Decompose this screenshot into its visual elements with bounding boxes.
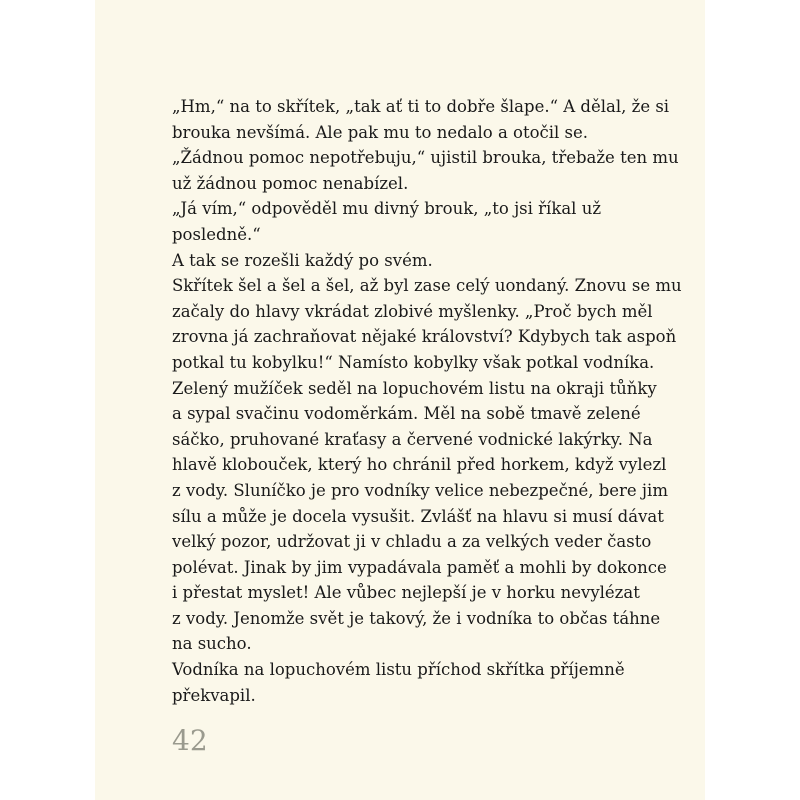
text-line: na sucho. [172,634,252,654]
text-line: polévat. Jinak by jim vypadávala paměť a mohli by dokonce [172,557,667,577]
text-line: Zelený mužíček seděl na lopuchovém listu na okraji tůňky [172,378,657,398]
page-number: 42 [172,724,208,757]
text-line: „Hm,“ na to skřítek, „tak ať ti to dobře šlape.“ A dělal, že si [172,97,670,116]
text-line: „Já vím,“ odpověděl mu divný brouk, „to jsi říkal už [172,199,602,219]
text-line: a sypal svačinu vodoměrkám. Měl na sobě tmavě zelené [172,404,641,424]
text-line: z vody. Jenomže svět je takový, že i vodníka to občas táhne [172,608,661,628]
text-line: Skřítek šel a šel a šel, až byl zase celý uondaný. Znovu se mu [172,276,682,296]
text-line: už žádnou pomoc nenabízel. [172,173,409,193]
text-line: překvapil. [172,685,256,705]
text-line: zrovna já zachraňovat nějaké království? Kdybych tak aspoň [172,327,677,347]
text-line: Vodníka na lopuchovém listu příchod skřítka příjemně [172,660,625,680]
text-line: sílu a může je docela vysušit. Zvlášť na hlavu si musí dávat [172,506,664,526]
text-line: hlavě klobouček, který ho chránil před horkem, když vylezl [172,455,667,475]
text-line: A tak se rozešli každý po svém. [172,250,433,270]
text-line: brouka nevšímá. Ale pak mu to nedalo a otočil se. [172,122,589,142]
text-line: „Žádnou pomoc nepotřebuju,“ ujistil brouka, třebaže ten mu [172,148,679,168]
text-line: z vody. Sluníčko je pro vodníky velice nebezpečné, bere jim [172,480,668,500]
text-line: posledně.“ [172,224,261,244]
text-line: velký pozor, udržovat ji v chladu a za velkých veder často [172,532,652,552]
text-line: začaly do hlavy vkrádat zlobivé myšlenky. „Proč bych měl [172,301,653,321]
body-text [172,94,682,708]
text-line: i přestat myslet! Ale vůbec nejlepší je v horku nevylézat [172,583,640,603]
text-line: sáčko, pruhované kraťasy a červené vodnické lakýrky. Na [172,429,653,449]
text-line: potkal tu kobylku!“ Namísto kobylky však potkal vodníka. [172,352,655,372]
